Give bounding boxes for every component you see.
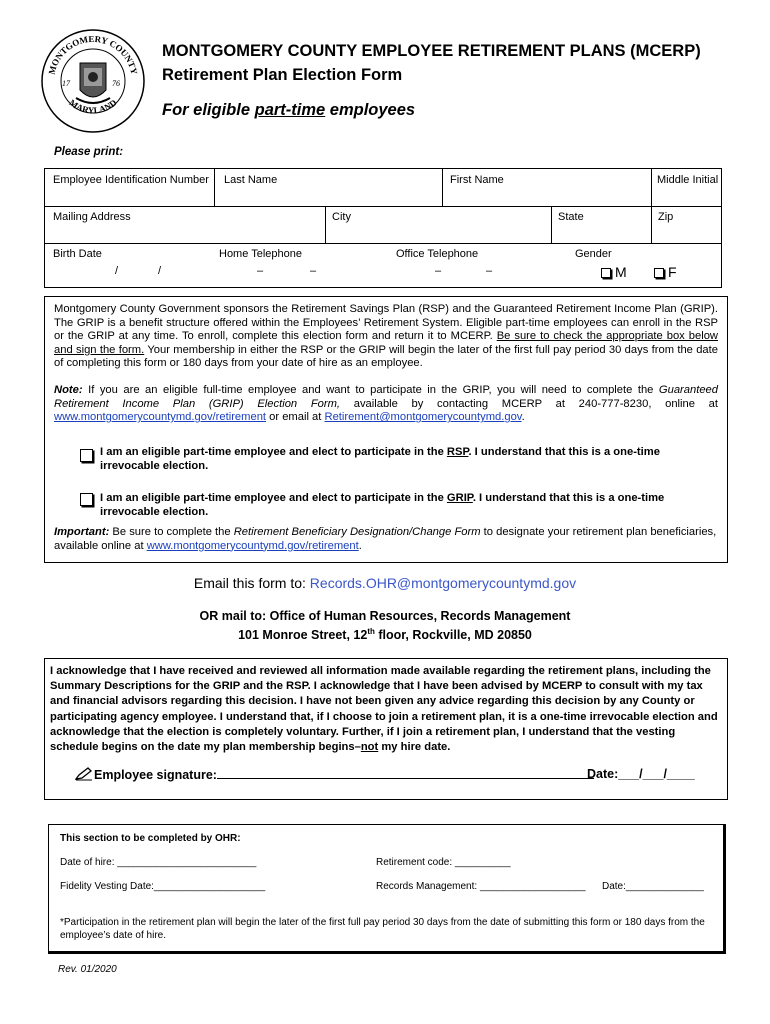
gender-f-label: F [668, 264, 677, 280]
intro-paragraph: Montgomery County Government sponsors the Retirement Savings Plan (RSP) and the Guaranteed Retirement Income Plan (GRIP). The GRIP is a benefit structure offered within the Employees’ Retirement System. Eligible part-time employees can enroll in the RSP or the GRIP at any time. To enroll, complete this election form and return it to MCERP. Be sure to check the appropriate box below and sign the form. Your membership in either the RSP or the GRIP will begin the later of the first full pay period 30 days from the date of completing this form or 180 days from your date of hire as an employee. [54, 303, 718, 370]
phone-dash: – [435, 265, 442, 277]
retirement-website-link[interactable]: www.montgomerycountymd.gov/retirement [54, 411, 267, 424]
phone-dash: – [310, 265, 317, 277]
employee-id-field[interactable]: Employee Identification Number [53, 174, 209, 186]
form-title: MONTGOMERY COUNTY EMPLOYEE RETIREMENT PLANS (MCERP) [162, 42, 701, 60]
home-telephone-field[interactable]: Home Telephone [219, 248, 302, 260]
date-slash: / [158, 265, 162, 277]
beneficiary-website-link[interactable]: www.montgomerycountymd.gov/retirement [146, 539, 359, 552]
form-subtitle: Retirement Plan Election Form [162, 66, 403, 84]
middle-initial-field[interactable]: Middle Initial [657, 174, 719, 186]
retirement-email-link[interactable]: Retirement@montgomerycountymd.gov [324, 411, 522, 424]
phone-dash: – [257, 265, 264, 277]
phone-dash: – [486, 265, 493, 277]
employee-info-grid [44, 168, 722, 288]
mail-line-2: 101 Monroe Street, 12th floor, Rockville, MD 20850 [238, 627, 532, 643]
records-management-field[interactable]: Records Management: ___________________ [376, 881, 586, 892]
acknowledgement-text: I acknowledge that I have received and reviewed all information made available regarding the retirement plans, including the Summary Descriptions for the GRIP and the RSP. I acknowledge that I have been advised by MCERP to consult with my tax and financial advisors regarding this decision. I have not been given any advice regarding this decision by any County or participating agency employee. I understand that, if I choose to join a retirement plan, it is a one-time irrevocable election and acknowledge that the election is completely voluntary. Further, if I join a retirement plan, I understand that the vesting schedule begins on the date my plan membership begins–not my hire date. [50, 665, 718, 754]
eligibility-line: For eligible part-time employees [162, 101, 416, 119]
office-telephone-field[interactable]: Office Telephone [396, 248, 479, 260]
mailing-address-field[interactable]: Mailing Address [53, 211, 131, 223]
gender-m-label: M [615, 264, 627, 280]
mail-line-1: OR mail to: Office of Human Resources, Records Management [199, 609, 571, 623]
grip-election-checkbox[interactable] [80, 493, 93, 506]
first-name-field[interactable]: First Name [450, 174, 504, 186]
acknowledgement-box [44, 658, 728, 800]
important-paragraph: Important: Be sure to complete the Retirement Beneficiary Designation/Change Form to designate your retirement plan beneficiaries, available online at www.montgomerycountymd.gov/retirement. [54, 526, 717, 552]
ohr-section [48, 824, 726, 954]
county-seal-logo [40, 28, 146, 134]
svg-text:MARYLAND: MARYLAND [67, 97, 119, 116]
grip-election-label: I am an eligible part-time employee and elect to participate in the GRIP. I understand that this is a one-time irrevocable election. [100, 492, 665, 518]
ohr-heading: This section to be completed by OHR: [60, 833, 241, 844]
signature-line[interactable]: Employee signature: [76, 767, 594, 782]
ohr-date-field[interactable]: Date:______________ [602, 881, 704, 892]
gender-label: Gender [575, 248, 612, 260]
records-email-link[interactable]: Records.OHR@montgomerycountymd.gov [309, 575, 577, 591]
birth-date-field[interactable]: Birth Date [53, 248, 102, 260]
revision-label: Rev. 01/2020 [58, 964, 117, 975]
signature-date-field[interactable]: Date:___/___/____ [587, 767, 695, 781]
retirement-code-field[interactable]: Retirement code: __________ [376, 857, 511, 868]
date-slash: / [115, 265, 119, 277]
election-box [44, 296, 728, 563]
fidelity-vesting-date-field[interactable]: Fidelity Vesting Date:____________________ [60, 881, 266, 892]
city-field[interactable]: City [332, 211, 351, 223]
rsp-election-checkbox[interactable] [80, 449, 93, 462]
please-print-label: Please print: [54, 146, 124, 158]
participation-footnote: *Participation in the retirement plan will begin the later of the first full pay period 30 days from the date of submitting this form or 180 days from the employee’s date of hire. [60, 917, 705, 941]
rsp-election-label: I am an eligible part-time employee and elect to participate in the RSP. I understand that this is a one-time irrevocable election. [100, 446, 660, 472]
gender-f-checkbox[interactable] [654, 268, 664, 278]
svg-text:17: 17 [62, 79, 70, 88]
date-of-hire-field[interactable]: Date of hire: _________________________ [60, 857, 257, 868]
last-name-field[interactable]: Last Name [224, 174, 278, 186]
gender-m-checkbox[interactable] [601, 268, 611, 278]
zip-field[interactable]: Zip [658, 211, 674, 223]
svg-text:76: 76 [112, 79, 120, 88]
state-field[interactable]: State [558, 211, 584, 223]
email-line: Email this form to: Records.OHR@montgomerycountymd.gov [193, 575, 577, 591]
note-paragraph: Note: If you are an eligible full-time employee and want to participate in the GRIP, you will need to complete the Guaranteed Retirement Income Plan (GRIP) Election Form, available by contacting MCERP at 240-777-8230, online at www.montgomerycountymd.gov/retirement or email at Retirement@montgomerycountymd.gov. [54, 384, 718, 424]
svg-text:MONTGOMERY COUNTY: MONTGOMERY COUNTY [46, 33, 140, 76]
